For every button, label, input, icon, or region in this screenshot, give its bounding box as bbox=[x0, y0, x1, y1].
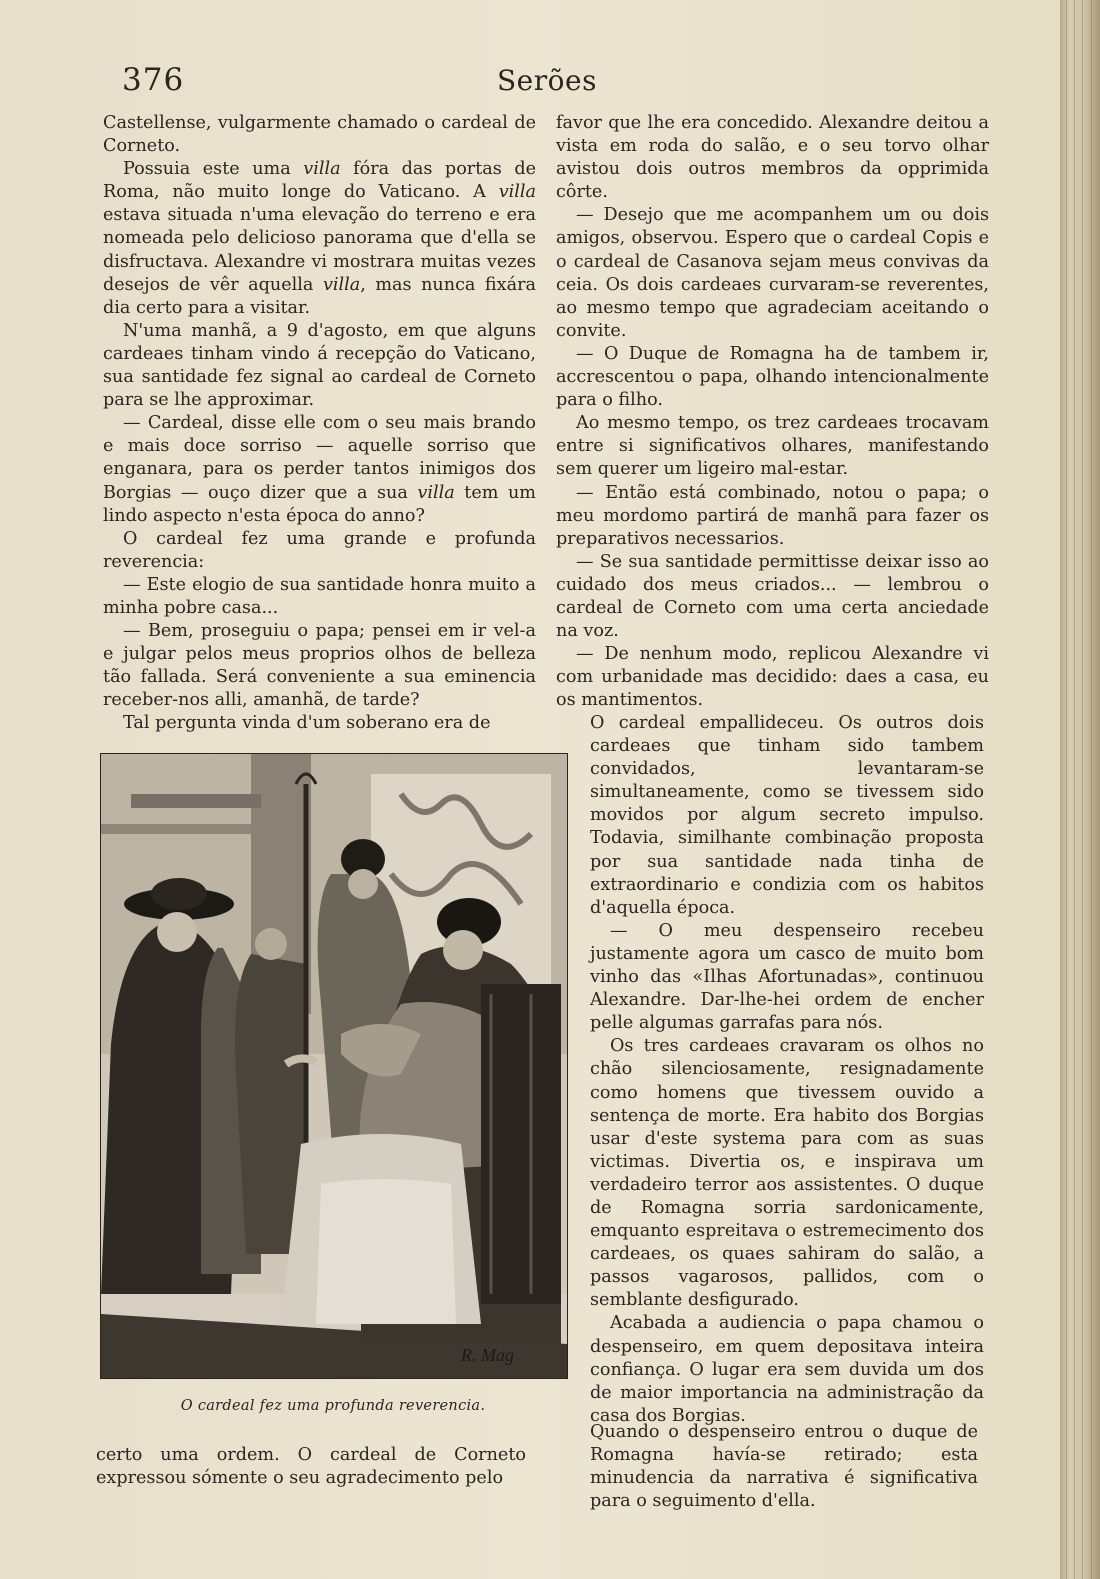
bottom-right-text bbox=[546, 1421, 978, 1513]
page-edge bbox=[1060, 0, 1100, 1579]
left-column bbox=[103, 112, 536, 736]
paragraph: certo uma ordem. O cardeal de Corneto expressou sómente o seu agradecimento pelo bbox=[96, 1445, 526, 1489]
right-column-top bbox=[556, 112, 989, 712]
paragraph: Tal pergunta vinda d'um soberano era de bbox=[123, 713, 491, 734]
paragraph: — Então está combinado, notou o papa; o meu mordomo partirá de manhã para fazer os preparativos necessarios. bbox=[556, 482, 989, 549]
paragraph-dialogue bbox=[103, 412, 536, 527]
paragraph: O cardeal empallideceu. Os outros dois cardeaes que tinham sido tambem convidados, levantaram-se simultaneamente, como se tivessem sido movidos por algum secreto impulso. Todavia, similhante combinação proposta por sua santidade nada tinha de extraordinario e condizia com os habitos d'aquella época. bbox=[590, 713, 984, 918]
paragraph: O cardeal fez uma grande e profunda reverencia: bbox=[103, 528, 536, 572]
right-column-bottom bbox=[590, 712, 984, 1428]
paragraph: — O meu despenseiro recebeu justamente agora um casco de muito bom vinho das «Ilhas Afortunadas», continuou Alexandre. Dar-lhe-hei ordem de encher pelle algumas garrafas para nós. bbox=[590, 920, 984, 1034]
paragraph: — Bem, proseguiu o papa; pensei em ir vel-a e julgar pelos meus proprios olhos de belleza tão fallada. Será conveniente a sua eminencia receber-nos alli, amanhã, de tarde? bbox=[103, 621, 536, 711]
paragraph: Os tres cardeaes cravaram os olhos no chão silenciosamente, resignadamente como homens que tivessem ouvido a sentença de morte. Era habito dos Borgias usar d'este systema para com as suas victimas. Divertia os, e inspirava um verdadeiro terror aos assistentes. O duque de Romagna sorria sardonicamente, emquanto espreitava o estremecimento dos cardeaes, os quaes sahiram do salão, a passos vagarosos, pallidos, com o semblante desfigurado. bbox=[590, 1036, 984, 1311]
paragraph: — De nenhum modo, replicou Alexandre vi com urbanidade mas decidido: daes a casa, eu os mantimentos. bbox=[556, 644, 989, 711]
artist-signature: R. Mag bbox=[461, 1345, 514, 1365]
bottom-left-text bbox=[96, 1444, 526, 1490]
page-header bbox=[122, 62, 992, 102]
villa-text: Possuia este uma villa fóra das portas de Roma, não muito longe do Vaticano. A villa estava situada n'uma elevação do terreno e era nomeada pelo delicioso panorama que d'ella se disfructava. Alexandre vi mostrara muitas vezes desejos de vêr aquella villa, mas nunca fixára dia certo para a visitar. bbox=[103, 159, 536, 318]
page-number: 376 bbox=[122, 62, 185, 98]
paragraph: favor que lhe era concedido. Alexandre deitou a vista em roda do salão, e o seu torvo olhar avistou dois outros membros da opprimida côrte. bbox=[556, 113, 989, 203]
paragraph: Castellense, vulgarmente chamado o cardeal de Corneto. bbox=[103, 113, 536, 157]
paragraph: — O Duque de Romagna ha de tambem ir, accrescentou o papa, olhando intencionalmente para o filho. bbox=[556, 343, 989, 411]
illustration-caption: O cardeal fez uma profunda reverencia. bbox=[180, 1398, 486, 1414]
dialogue-text: — Cardeal, disse elle com o seu mais brando e mais doce sorriso — aquelle sorriso que enganara, para os perder tantos inimigos dos Borgias — ouço dizer que a sua villa tem um lindo aspecto n'esta época do anno? bbox=[103, 413, 536, 526]
paragraph: — Se sua santidade permittisse deixar isso ao cuidado dos meus criados... — lembrou o cardeal de Corneto com uma certa anciedade na voz. bbox=[556, 551, 989, 642]
running-title: Serões bbox=[497, 64, 597, 97]
paragraph: — Desejo que me acompanhem um ou dois amigos, observou. Espero que o cardeal Copis e o cardeal de Casanova sejam meus convivas da ceia. Os dois cardeaes curvaram-se reverentes, ao mesmo tempo que agradeciam aceitando o convite. bbox=[556, 205, 989, 341]
paragraph: Quando o despenseiro entrou o duque de Romagna havía-se retirado; esta minudencia da narrativa é significativa para o seguimento d'ella. bbox=[590, 1422, 978, 1512]
paragraph: N'uma manhã, a 9 d'agosto, em que alguns cardeaes tinham vindo á recepção do Vaticano, sua santidade fez signal ao cardeal de Corneto para se lhe approximar. bbox=[103, 320, 536, 411]
paragraph-villa bbox=[103, 158, 536, 320]
paragraph: Ao mesmo tempo, os trez cardeaes trocavam entre si significativos olhares, manifestando sem querer um ligeiro mal-estar. bbox=[556, 413, 989, 480]
engraving-illustration bbox=[100, 753, 568, 1379]
paragraph: Acabada a audiencia o papa chamou o despenseiro, em quem depositava inteira confiança. O lugar era sem duvida um dos de maior importancia na administração da casa dos Borgias. bbox=[590, 1313, 984, 1426]
paragraph: — Este elogio de sua santidade honra muito a minha pobre casa... bbox=[103, 574, 536, 618]
